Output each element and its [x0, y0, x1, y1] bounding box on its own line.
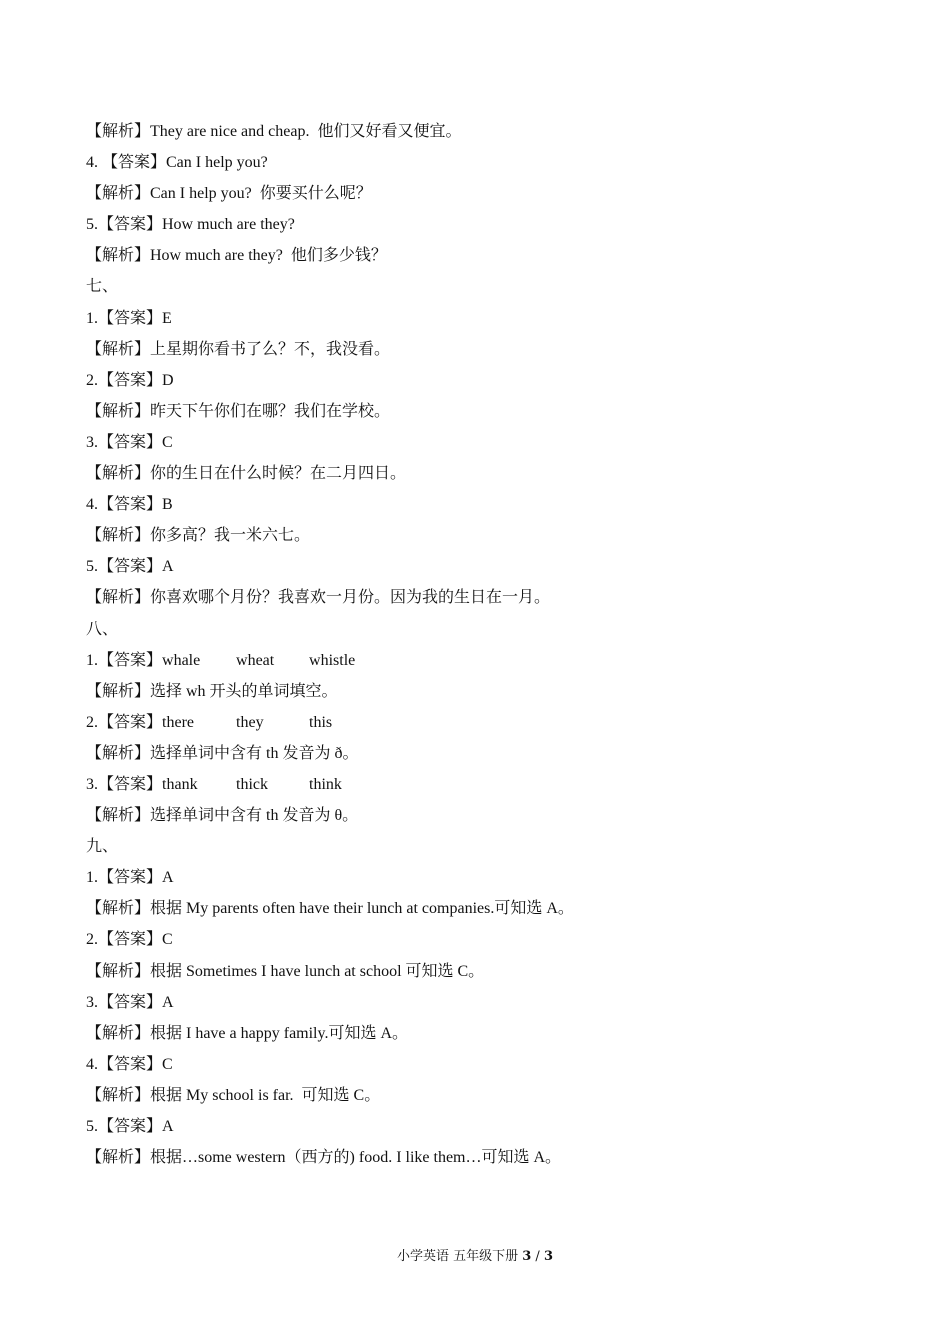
- answer-prefix: 2.【答案】: [86, 713, 163, 731]
- section-heading: 八、: [86, 620, 119, 638]
- answer-prefix: 3.【答案】: [86, 775, 163, 793]
- text-line: 【解析】How much are they? 他们多少钱？: [86, 247, 387, 265]
- text-line: 【解析】昨天下午你们在哪？我们在学校。: [86, 402, 391, 420]
- section-heading: 七、: [86, 278, 119, 296]
- text-line: 【解析】Can I help you? 你要买什么呢？: [86, 185, 372, 203]
- text-line: 【解析】你的生日在什么时候？在二月四日。: [86, 465, 407, 483]
- answer-prefix: 1.【答案】: [86, 651, 163, 669]
- text-line: 3.【答案】C: [86, 433, 173, 451]
- text-line: 2.【答案】D: [86, 371, 174, 389]
- text-line: 5.【答案】A: [86, 558, 174, 576]
- answer-word: whistle: [309, 651, 356, 669]
- text-line: 5.【答案】A: [86, 1118, 174, 1135]
- text-line: 【解析】选择 wh 开头的单词填空。: [86, 682, 338, 700]
- page-number: 3: [522, 1249, 532, 1264]
- text-line: 【解析】你喜欢哪个月份？我喜欢一月份。因为我的生日在一月。: [86, 589, 551, 607]
- text-line: 【解析】选择单词中含有 th 发音为 θ。: [86, 807, 359, 825]
- text-line: 5.【答案】How much are they?: [86, 216, 295, 234]
- text-line: 【解析】根据…some western（西方的) food. I like them…可知选 A。: [86, 1149, 562, 1167]
- answer-word: thank: [162, 775, 198, 793]
- text-line: 4.【答案】C: [86, 1055, 173, 1073]
- text-line: 3.【答案】A: [86, 993, 174, 1011]
- page-total: 3: [543, 1249, 553, 1264]
- answer-word-row: [86, 645, 866, 676]
- text-line: 4.【答案】B: [86, 496, 173, 514]
- answer-word-row: [86, 769, 866, 800]
- text-line: 【解析】上星期你看书了么？不，我没看。: [86, 340, 391, 358]
- footer-label: 小学英语 五年级下册: [396, 1249, 523, 1264]
- answer-word: think: [309, 775, 342, 793]
- text-line: 2.【答案】C: [86, 931, 173, 949]
- text-line: 【解析】They are nice and cheap. 他们又好看又便宜。: [86, 123, 462, 140]
- answer-word: wheat: [236, 651, 275, 669]
- text-line: 【解析】选择单词中含有 th 发音为 ð。: [86, 744, 359, 762]
- text-line: 1.【答案】E: [86, 309, 172, 327]
- text-line: 【解析】根据 Sometimes I have lunch at school 可知选 C。: [86, 962, 485, 980]
- answer-word: this: [309, 713, 333, 731]
- answer-word-row: [86, 707, 866, 738]
- page-separator: /: [531, 1249, 544, 1264]
- text-line: 【解析】根据 My school is far. 可知选 C。: [86, 1086, 381, 1104]
- text-line: 【解析】根据 I have a happy family.可知选 A。: [86, 1024, 409, 1042]
- answer-word: thick: [236, 775, 269, 793]
- text-line: 【解析】你多高？我一米六七。: [86, 527, 311, 545]
- page-footer: [0, 1245, 950, 1264]
- answer-word: there: [162, 713, 194, 731]
- text-line: 【解析】根据 My parents often have their lunch at companies.可知选 A。: [86, 900, 574, 918]
- answer-word: they: [236, 713, 264, 731]
- answer-content: [86, 116, 866, 1173]
- answer-word: whale: [162, 651, 201, 669]
- text-line: 1.【答案】A: [86, 869, 174, 887]
- text-line: 4. 【答案】Can I help you?: [86, 154, 268, 172]
- section-heading: 九、: [86, 838, 119, 856]
